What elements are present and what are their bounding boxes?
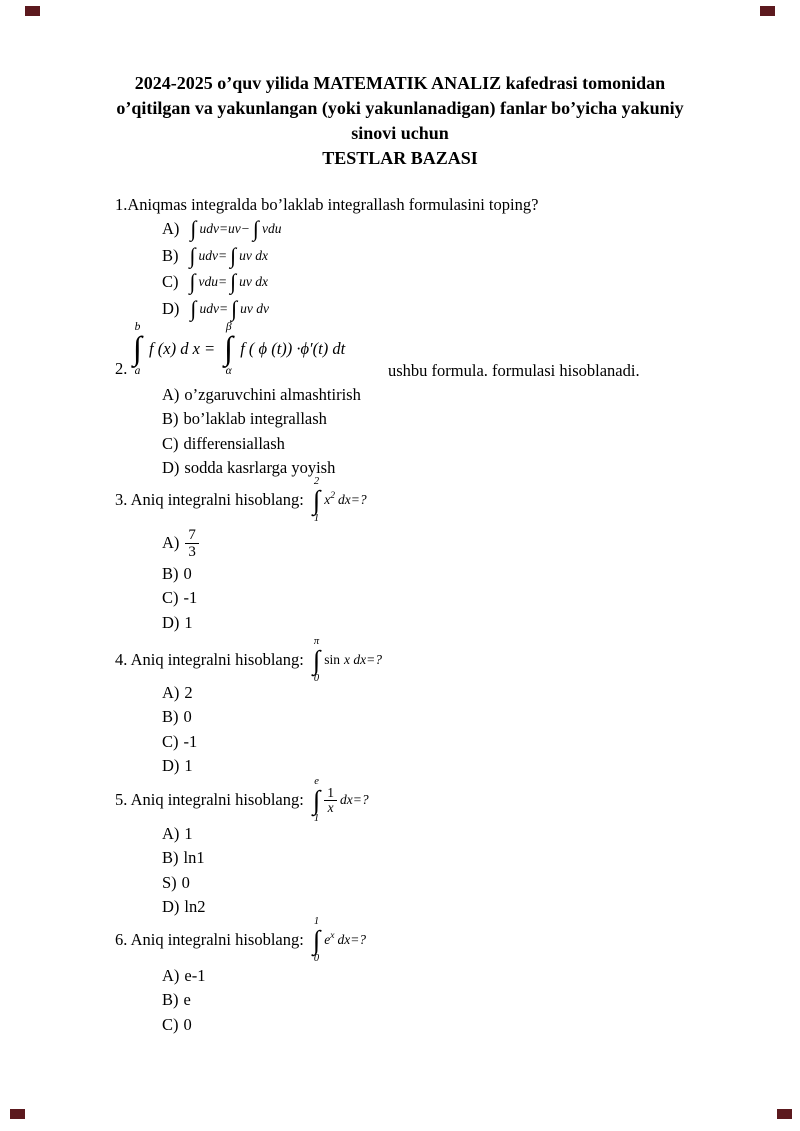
- option-text: o’zgaruvchini almashtirish: [184, 385, 361, 404]
- option-label: D): [162, 612, 180, 632]
- upper-limit: e: [314, 775, 319, 787]
- math-term: x: [324, 492, 331, 507]
- option-row: [162, 964, 206, 988]
- definite-integral: [313, 477, 320, 524]
- option-text: 0: [183, 564, 192, 583]
- question-3-options: [162, 524, 199, 635]
- math-term: e: [324, 932, 331, 947]
- integral-sign: ∫: [312, 784, 321, 815]
- integrand: [324, 932, 366, 948]
- math-term: dx=?: [339, 792, 369, 807]
- option-row: [162, 705, 197, 729]
- integral-sign: ∫: [312, 924, 321, 955]
- option-row: [162, 269, 281, 296]
- definite-integral: [313, 637, 320, 684]
- option-text: -1: [183, 588, 198, 608]
- question-6-text: 6. Aniq integralni hisoblang:: [115, 930, 304, 949]
- integral-sign: ∫: [231, 296, 238, 322]
- option-label: B): [162, 409, 179, 429]
- option-label: A): [162, 219, 180, 239]
- option-label: B): [162, 990, 179, 1010]
- option-label: A): [162, 683, 180, 702]
- option-math: uv dx: [239, 274, 269, 290]
- option-text: differensiallash: [183, 433, 285, 453]
- title-line: 2024-2025 o’quv yilida MATEMATIK ANALIZ kafedrasi tomonidan: [134, 73, 666, 93]
- superscript: 2: [330, 491, 335, 501]
- question-5-options: [162, 822, 206, 920]
- option-math: uv dx: [239, 247, 269, 263]
- integral-sign: ∫: [230, 269, 237, 295]
- formula-body: f (x) d x =: [149, 339, 216, 358]
- option-math: vdu=: [198, 274, 228, 290]
- option-row: [162, 586, 199, 610]
- option-label: D): [162, 897, 180, 917]
- option-row: [162, 611, 199, 635]
- question-1-text: 1.Aniqmas integralda bo’laklab integrallash formulasini toping?: [115, 195, 539, 214]
- option-math: vdu: [261, 221, 282, 237]
- function-name: sin: [324, 652, 340, 667]
- option-text: 1: [184, 824, 193, 843]
- upper-limit: β: [225, 320, 232, 333]
- option-label: C): [162, 433, 179, 453]
- integral-sign: ∫: [190, 216, 197, 242]
- option-row: [162, 562, 199, 586]
- question-6-options: [162, 964, 206, 1037]
- option-label: C): [162, 588, 179, 608]
- option-label: B): [162, 707, 179, 727]
- superscript: x: [330, 931, 335, 941]
- option-row: [162, 681, 197, 705]
- integral-sign: ∫: [252, 216, 259, 242]
- math-term: dx=?: [337, 492, 367, 507]
- integrand: [324, 652, 382, 668]
- option-label: C): [162, 1014, 179, 1034]
- option-row: [162, 383, 361, 407]
- question-5-text: 5. Aniq integralni hisoblang:: [115, 790, 304, 809]
- integral-sign: ∫: [224, 330, 234, 367]
- option-row: [162, 1013, 206, 1037]
- corner-mark: [25, 6, 40, 16]
- integral-sign: ∫: [189, 269, 196, 295]
- denominator: x: [327, 799, 334, 815]
- question-3-text: 3. Aniq integralni hisoblang:: [115, 490, 304, 509]
- math-term: x dx=?: [344, 652, 382, 667]
- option-text: 0: [181, 872, 190, 892]
- formula-body: f ( ϕ (t)) ·ϕ′(t) dt: [240, 339, 346, 358]
- question-2-number: 2.: [115, 359, 128, 378]
- title-line: o’qitilgan va yakunlangan (yoki yakunlanadigan) fanlar bo’yicha yakuniy: [116, 98, 684, 118]
- option-text: sodda kasrlarga yoyish: [184, 458, 336, 478]
- question-4-line: [115, 637, 382, 683]
- option-row: [162, 822, 206, 846]
- integrand: [324, 786, 368, 815]
- option-label: B): [162, 848, 179, 868]
- denominator: 3: [188, 543, 196, 560]
- integral-sign: ∫: [312, 484, 321, 515]
- title-line: sinovi uchun: [351, 123, 449, 143]
- option-text: bo’laklab integrallash: [183, 409, 327, 429]
- option-row: [162, 871, 206, 895]
- upper-limit: 1: [313, 915, 320, 927]
- option-text: 1: [184, 756, 193, 776]
- option-text: 1: [184, 612, 193, 632]
- definite-integral: [133, 322, 142, 377]
- fraction: [185, 527, 199, 560]
- integral-sign: ∫: [189, 242, 196, 268]
- option-math: udv=: [199, 301, 229, 317]
- option-label: A): [162, 824, 180, 843]
- upper-limit: 2: [313, 475, 320, 487]
- question-2-caption: ushbu formula. formulasi hisoblanadi.: [388, 361, 640, 380]
- option-row: [162, 754, 197, 778]
- question-4-text: 4. Aniq integralni hisoblang:: [115, 650, 304, 669]
- option-text: e: [183, 990, 191, 1010]
- option-text: ln2: [184, 897, 206, 917]
- option-row: [162, 988, 206, 1012]
- option-row: [162, 730, 197, 754]
- option-text: 0: [183, 707, 192, 727]
- option-math: udv=: [198, 247, 228, 263]
- integrand: [324, 492, 366, 508]
- integral-sign: ∫: [230, 242, 237, 268]
- fraction: [324, 786, 337, 815]
- option-row: [162, 846, 206, 870]
- document-title: [50, 71, 750, 171]
- option-math: uv dv: [240, 301, 269, 317]
- corner-mark: [760, 6, 775, 16]
- option-row: [162, 216, 281, 243]
- option-text: -1: [183, 731, 198, 751]
- option-row: [162, 524, 199, 562]
- definite-integral: [313, 917, 320, 964]
- lower-limit: 1: [313, 512, 320, 524]
- option-text: 2: [184, 683, 193, 702]
- lower-limit: 0: [313, 952, 320, 964]
- numerator: 7: [185, 527, 199, 544]
- option-label: C): [162, 731, 179, 751]
- option-label: A): [162, 385, 180, 404]
- option-label: D): [162, 458, 180, 478]
- question-2-formula: [124, 322, 345, 376]
- option-row: [162, 407, 361, 431]
- option-label: D): [162, 299, 180, 319]
- integral-sign: ∫: [190, 296, 197, 322]
- option-label: B): [162, 245, 179, 265]
- question-1-options: [162, 216, 281, 322]
- corner-mark: [10, 1109, 25, 1119]
- option-row: [162, 296, 281, 323]
- lower-limit: a: [134, 364, 141, 377]
- option-math: udv=uv−: [199, 221, 250, 237]
- definite-integral: [313, 777, 320, 824]
- numerator: 1: [324, 786, 337, 801]
- option-text: 0: [183, 1014, 192, 1034]
- option-label: A): [162, 966, 180, 985]
- math-term: dx=?: [337, 932, 367, 947]
- option-label: C): [162, 272, 179, 292]
- option-label: A): [162, 533, 180, 552]
- lower-limit: 0: [313, 672, 320, 684]
- integral-sign: ∫: [312, 644, 321, 675]
- upper-limit: b: [134, 320, 141, 333]
- option-text: ln1: [183, 848, 205, 868]
- option-label: D): [162, 756, 180, 776]
- question-6-line: [115, 917, 366, 963]
- definite-integral: [224, 322, 233, 377]
- question-5-line: [115, 776, 369, 824]
- question-2-options: [162, 383, 361, 481]
- integral-sign: ∫: [133, 330, 143, 367]
- option-row: [162, 895, 206, 919]
- option-row: [162, 243, 281, 270]
- option-label: B): [162, 564, 179, 583]
- title-line: TESTLAR BAZASI: [322, 148, 478, 168]
- option-label: S): [162, 872, 177, 892]
- lower-limit: α: [225, 364, 232, 377]
- upper-limit: π: [313, 635, 320, 647]
- question-4-options: [162, 681, 197, 779]
- corner-mark: [777, 1109, 792, 1119]
- question-3-line: [115, 477, 367, 523]
- lower-limit: 1: [313, 812, 320, 824]
- option-row: [162, 432, 361, 456]
- option-text: e-1: [184, 966, 206, 985]
